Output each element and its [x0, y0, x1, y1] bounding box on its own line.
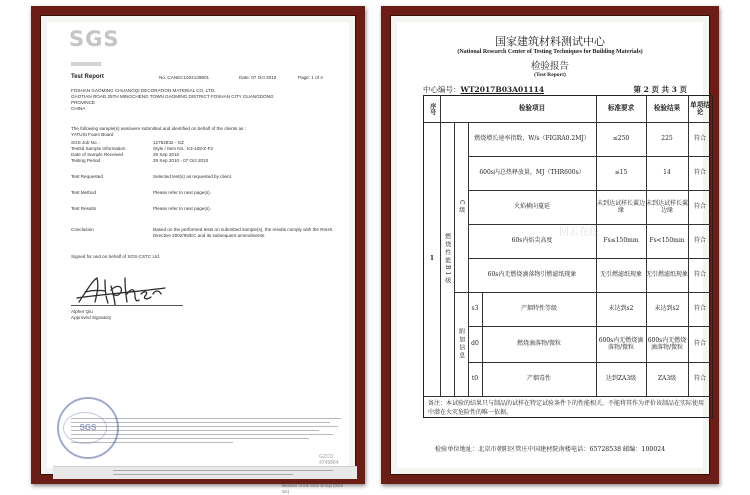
field-label: Test Method [71, 190, 97, 195]
header-seq: 序号 [428, 103, 436, 115]
row-requirement: Fs≤150mm [603, 237, 639, 245]
left-certificate-mat [40, 15, 356, 494]
field-value: 29 Sep 2010 [153, 152, 180, 157]
field-label: Test Requested [71, 174, 103, 179]
row-item: 火焰横向蔓延 [513, 203, 550, 211]
row-result: Fs<150mm [649, 237, 685, 245]
conclusion-text: Based on the performed tests on submitted sample(s), the results comply with the RoHS Directive 2002/95/EC and its subsequent amendments. [153, 227, 333, 238]
center-number [423, 84, 544, 95]
member-of-group: Member of the SGS Group (SGS SA) [282, 483, 344, 494]
field-label: Testing Period [71, 158, 101, 163]
field-value: 29 Sep 2010 - 07 Oct 2010 [153, 158, 209, 163]
grid-line [596, 96, 597, 396]
row-result: 14 [663, 169, 671, 177]
row-verdict: 符合 [693, 135, 706, 143]
header-verdict: 单项结论 [690, 100, 710, 116]
address-line: PROVINCE [71, 100, 95, 105]
row-number: 1 [429, 255, 435, 263]
address-line: CHINA [71, 106, 86, 111]
field-label: SGS Job No. : [71, 140, 101, 145]
extra-row-code: t0 [471, 375, 479, 383]
extra-row-code: d0 [471, 340, 479, 348]
field-label: Date of Sample Received [71, 152, 124, 157]
center-title-cn: 国家建筑材料测试中心 [495, 35, 605, 48]
extra-row-requirement: 600s内无燃烧滴落物/微粒 [598, 336, 644, 351]
sgs-logo: SGS [69, 27, 120, 51]
row-verdict: 符合 [693, 271, 706, 279]
row-item: 60s内无燃烧滴落物引燃滤纸现象 [487, 271, 577, 279]
extra-row-item: 燃烧滴落物/微粒 [516, 340, 562, 348]
extra-row-requirement: 未达到s2 [608, 305, 634, 313]
extra-row-verdict: 符合 [693, 375, 706, 383]
grid-line [482, 292, 483, 396]
grid-line [468, 326, 712, 327]
grid-line [440, 96, 441, 396]
row-requirement: 未到达试样长翼边缘 [596, 199, 645, 214]
field-value: 12752832 - GZ [153, 140, 184, 145]
extra-row-result: 600s内无燃烧滴落物/微粒 [647, 336, 687, 351]
field-value: Please refer to next page(s). [153, 206, 211, 211]
signer-name: Alpher Qiu [71, 309, 93, 314]
sgs-stamp-seal: SGS [57, 397, 119, 459]
row-verdict: 符合 [693, 237, 706, 245]
field-label: Test Results [71, 206, 97, 211]
row-result: 225 [661, 135, 673, 143]
grid-line [468, 362, 712, 363]
row-item: 600s内总热释放量，MJ（THR600s） [479, 169, 585, 177]
row-verdict: 符合 [693, 203, 706, 211]
company-footer-band [53, 466, 357, 479]
center-number-value: WT2017B03A01114 [460, 85, 545, 94]
intro-line: YATUSI Foam Board [71, 132, 114, 137]
header-requirement: 标准要求 [607, 104, 635, 113]
lab-address-footer: 检验单位地址：北京市朝阳区管庄中国建材院南楼电话：65728538 邮编：100024 [434, 446, 666, 453]
client-address [71, 88, 321, 112]
row-verdict: 符合 [693, 169, 706, 177]
left-certificate-frame [31, 6, 365, 494]
signed-on-behalf-label: Signed for and on behalf of SGS-CSTC Ltd. [71, 254, 161, 259]
group-extra-label: 附加信息 [457, 328, 465, 360]
field-value: Style / Item No.: K3-108-Z-F2 [153, 146, 213, 151]
grid-line [688, 96, 689, 396]
group-c-label: C级 [457, 199, 465, 215]
grid-line [454, 122, 455, 396]
grid-line [468, 258, 712, 259]
header-item: 检验项目 [518, 104, 546, 113]
row-item: 燃烧增长速率指数，W/s（FIGRA0.2MJ） [474, 135, 590, 143]
conclusion-label: Conclusion [71, 227, 94, 232]
intro-line: The following sample(s) was/were submitted and identified on behalf of the clients as : [71, 126, 246, 131]
extra-row-result: 未达到s2 [654, 305, 680, 313]
test-results-table [423, 95, 713, 418]
grid-line [646, 96, 647, 396]
center-title-en: (National Research Center of Testing Techniques for Building Materials) [457, 49, 643, 55]
page-indicator: 第 2 页 共 3 页 [633, 85, 687, 94]
header-result: 检验结果 [653, 104, 681, 113]
center-number-label: 中心编号： [423, 85, 461, 94]
row-requirement: ≤250 [612, 135, 630, 143]
remark-note: 备注：本试验的结果只与制品的试样在特定试验条件下的性能相关，不能将其作为评价该制品在实际使用中潜在火灾危险性的唯一依据。 [428, 400, 705, 416]
row-requirement: ≤15 [614, 169, 628, 177]
extra-row-item: 产烟特性等级 [520, 305, 557, 313]
handwritten-signature [75, 272, 167, 306]
field-value: Please refer to next page(s). [153, 190, 211, 195]
watermark-text: 回云在线 [559, 227, 599, 238]
extra-row-code: s3 [471, 305, 479, 313]
signature-line [71, 305, 183, 306]
field-label: Testsd Sample Information [71, 146, 126, 151]
signer-role: Approved Signatory [71, 315, 112, 320]
sgs-logo-bar [71, 62, 101, 66]
group-main-label: 燃烧性能B1级 [443, 232, 451, 286]
report-date: Date: 07 Oct 2010 [239, 75, 277, 80]
row-requirement: 无引燃滤纸现象 [599, 271, 642, 279]
right-certificate-mat [390, 15, 710, 475]
grid-line [468, 122, 469, 396]
row-result: 未到达试样长翼边缘 [646, 199, 689, 214]
extra-row-verdict: 符合 [693, 340, 706, 348]
sample-intro [71, 126, 311, 138]
report-number: No. CANEC1004139801 [159, 75, 210, 80]
report-page: Page: 1 of 4 [298, 75, 323, 80]
row-result: 无引燃滤纸现象 [646, 271, 689, 279]
field-value: Selected test(s) as requested by client. [153, 174, 233, 179]
extra-row-result: ZA3级 [657, 375, 677, 383]
address-line: GAOTIAN ROAD 25TH MINGCHENG TOWN GAOMING DISTRICT FOSHAN CITY GUANGDONG [71, 94, 274, 99]
report-subtitle-cn: 检验报告 [530, 61, 569, 72]
stamp-inner-ring [63, 412, 107, 444]
chinese-test-report [397, 22, 710, 468]
report-title: Test Report [71, 74, 104, 80]
address-line: FOSHAN GAOMING CHUANGQI DECORATION MATERIAL CO.,LTD. [71, 88, 216, 93]
extra-row-verdict: 符合 [693, 305, 706, 313]
extra-row-item: 产烟毒性 [526, 375, 551, 383]
grid-line [454, 292, 712, 293]
extra-row-requirement: 达到ZA3级 [605, 375, 637, 383]
right-certificate-frame [381, 6, 719, 484]
row-item: 60s内焰尖高度 [511, 237, 553, 245]
grid-line [468, 156, 712, 157]
sgs-test-report [47, 22, 349, 494]
grid-line [468, 190, 712, 191]
barcode-number: GZCO 4749804 [319, 454, 339, 466]
report-subtitle-en: (Test Report) [534, 72, 566, 78]
